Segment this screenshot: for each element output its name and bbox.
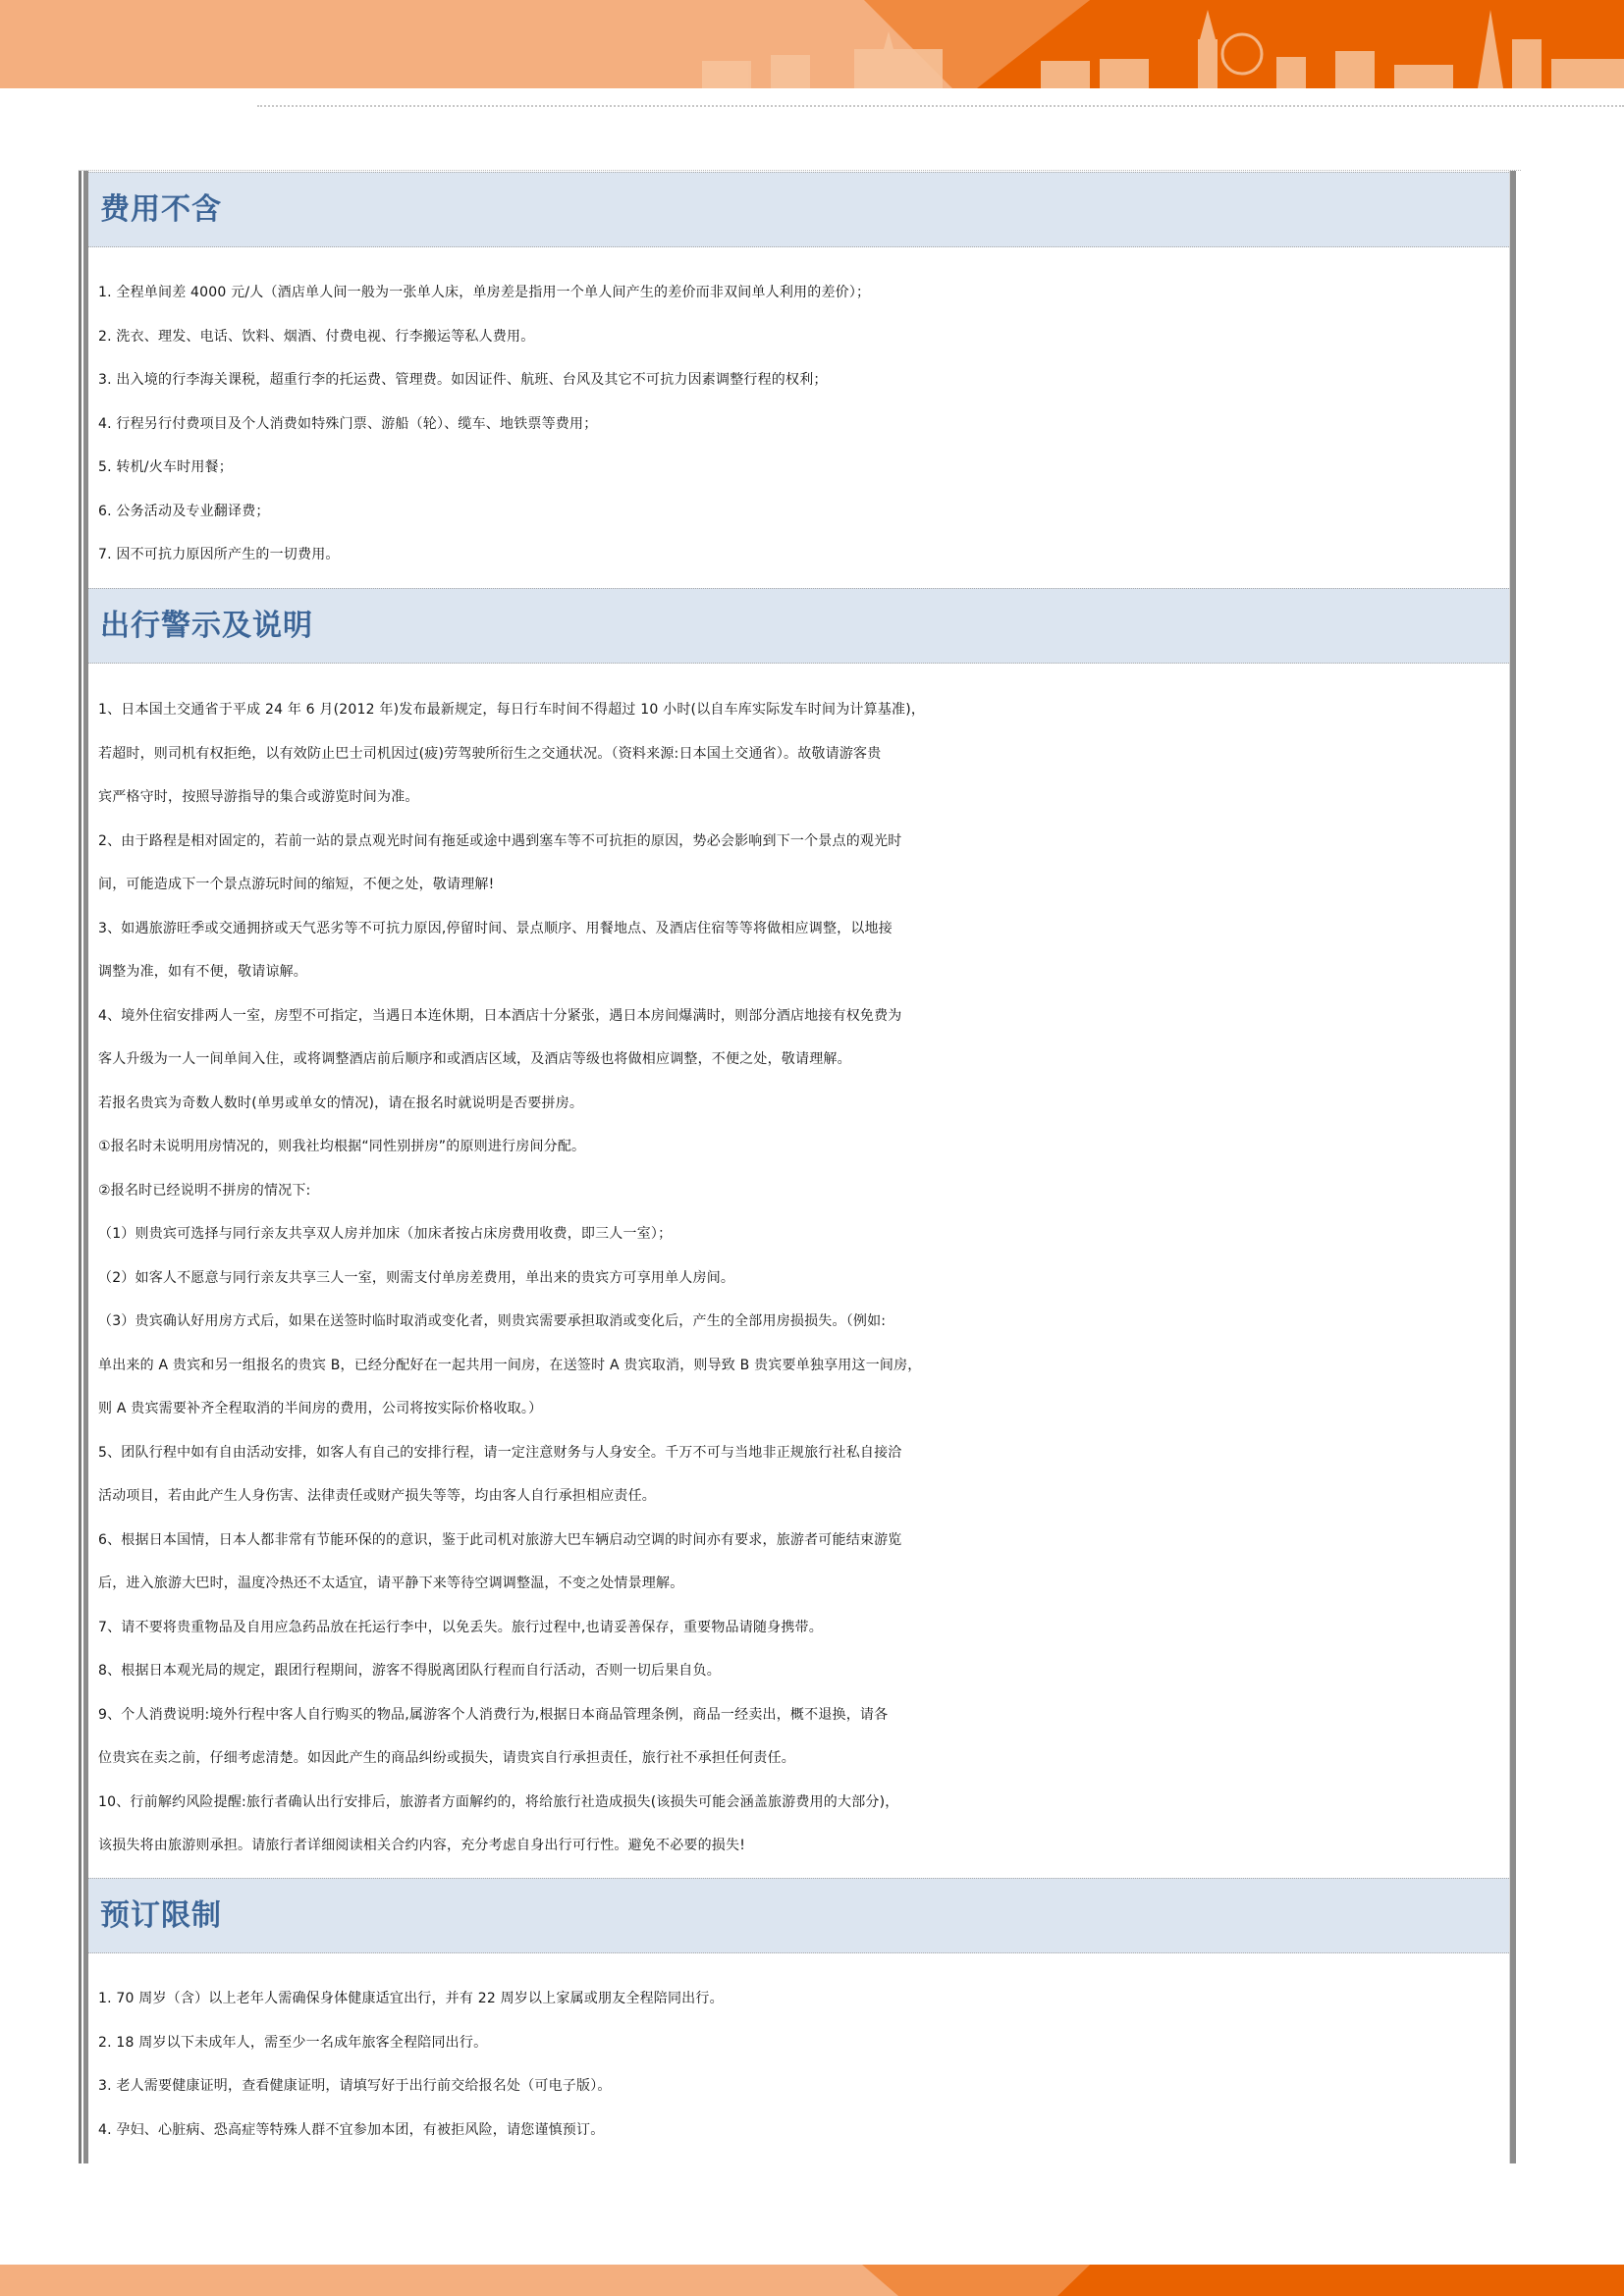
list-item: 若超时，则司机有权拒绝，以有效防止巴士司机因过(疲)劳驾驶所衍生之交通状况。（资料来源:日本国土交通省）。故敬请游客贵 [98, 745, 882, 762]
list-item: 1、日本国土交通省于平成 24 年 6 月(2012 年)发布最新规定，每日行车时间不得超过 10 小时(以自车库实际发车时间为计算基准)， [98, 702, 926, 718]
list-item: 4. 孕妇、心脏病、恐高症等特殊人群不宜参加本团，有被拒风险，请您谨慎预订。 [98, 2121, 605, 2138]
list-item: 6、根据日本国情，日本人都非常有节能环保的的意识，鉴于此司机对旅游大巴车辆启动空调的时间亦有要求，旅游者可能结束游览 [98, 1531, 902, 1548]
list-item: 宾严格守时，按照导游指导的集合或游览时间为准。 [98, 789, 419, 805]
section-body-fees-excluded [98, 271, 1502, 577]
header-dotted-rule [257, 105, 1624, 107]
list-item: （2）如客人不愿意与同行亲友共享三人一室，则需支付单房差费用，单出来的贵宾方可享用单人房间。 [98, 1269, 735, 1286]
list-item: 7、请不要将贵重物品及自用应急药品放在托运行李中，以免丢失。旅行过程中,也请妥善保存，重要物品请随身携带。 [98, 1619, 823, 1635]
list-item: 该损失将由旅游则承担。请旅行者详细阅读相关合约内容，充分考虑自身出行可行性。避免不必要的损失! [98, 1838, 746, 1853]
section-header-travel-warnings [88, 588, 1509, 664]
footer-banner-graphic [0, 2265, 1624, 2296]
list-item: 单出来的 A 贵宾和另一组报名的贵宾 B，已经分配好在一起共用一间房，在送签时 A 贵宾取消，则导致 B 贵宾要单独享用这一间房， [98, 1357, 922, 1373]
list-item: 则 A 贵宾需要补齐全程取消的半间房的费用，公司将按实际价格收取。） [98, 1401, 543, 1416]
list-item: 1. 全程单间差 4000 元/人（酒店单人间一般为一张单人床，单房差是指用一个单人间产生的差价而非双间单人利用的差价）； [98, 285, 871, 300]
section-header-fees-excluded [88, 172, 1509, 247]
list-item: 2. 18 周岁以下未成年人，需至少一名成年旅客全程陪同出行。 [98, 2034, 488, 2051]
section-title: 预订限制 [100, 1898, 222, 1933]
list-item: 3. 老人需要健康证明，查看健康证明，请填写好于出行前交给报名处（可电子版）。 [98, 2078, 612, 2094]
list-item: 后，进入旅游大巴时，温度冷热还不太适宜，请平静下来等待空调调整温，不变之处情景理解。 [98, 1575, 684, 1591]
list-item: 位贵宾在卖之前，仔细考虑清楚。如因此产生的商品纠纷或损失，请贵宾自行承担责任，旅行社不承担任何责任。 [98, 1750, 795, 1766]
section-body-travel-warnings [98, 688, 1502, 1868]
section-header-booking-restrictions [88, 1878, 1509, 1953]
list-item: 8、根据日本观光局的规定，跟团行程期间，游客不得脱离团队行程而自行活动，否则一切后果自负。 [98, 1663, 721, 1679]
list-item: （3）贵宾确认好用房方式后，如果在送签时临时取消或变化者，则贵宾需要承担取消或变化后，产生的全部用房损损失。（例如: [98, 1313, 887, 1329]
list-item: 9、个人消费说明:境外行程中客人自行购买的物品,属游客个人消费行为,根据日本商品管理条例，商品一经卖出，概不退换，请各 [98, 1706, 889, 1723]
list-item: 6. 公务活动及专业翻译费； [98, 503, 270, 519]
footer-dark-band [1057, 2265, 1624, 2296]
header-banner [0, 0, 1624, 88]
list-item: 3、如遇旅游旺季或交通拥挤或天气恶劣等不可抗力原因,停留时间、景点顺序、用餐地点、及酒店住宿等等将做相应调整，以地接 [98, 920, 893, 936]
list-item: 调整为准，如有不便，敬请谅解。 [98, 964, 307, 980]
list-item: 活动项目，若由此产生人身伤害、法律责任或财产损失等等，均由客人自行承担相应责任。 [98, 1488, 656, 1504]
section-title: 费用不含 [100, 192, 222, 227]
list-item: ①报名时未说明用房情况的，则我社均根据“同性别拼房”的原则进行房间分配。 [98, 1139, 586, 1154]
content-frame-right-border [1509, 171, 1516, 2163]
list-item: 客人升级为一人一间单间入住，或将调整酒店前后顺序和或酒店区域，及酒店等级也将做相应调整，不便之处，敬请理解。 [98, 1051, 851, 1067]
skyline-banner-graphic [0, 0, 1624, 88]
list-item: ②报名时已经说明不拼房的情况下: [98, 1182, 311, 1199]
list-item: 4、境外住宿安排两人一室，房型不可指定，当遇日本连休期，日本酒店十分紧张，遇日本房间爆满时，则部分酒店地接有权免费为 [98, 1007, 902, 1024]
footer-banner [0, 2265, 1624, 2296]
section-title: 出行警示及说明 [100, 609, 313, 643]
list-item: 2. 洗衣、理发、电话、饮料、烟酒、付费电视、行李搬运等私人费用。 [98, 328, 535, 345]
list-item: 4. 行程另行付费项目及个人消费如特殊门票、游船（轮）、缆车、地铁票等费用； [98, 415, 598, 432]
list-item: 若报名贵宾为奇数人数时(单男或单女的情况)，请在报名时就说明是否要拼房。 [98, 1095, 584, 1111]
list-item: 3. 出入境的行李海关课税，超重行李的托运费、管理费。如因证件、航班、台风及其它不可抗力因素调整行程的权利； [98, 372, 828, 388]
footer-mid-band [862, 2265, 1090, 2296]
list-item: 2、由于路程是相对固定的，若前一站的景点观光时间有拖延或途中遇到塞车等不可抗拒的原因，势必会影响到下一个景点的观光时 [98, 832, 902, 849]
list-item: 1. 70 周岁（含）以上老年人需确保身体健康适宜出行，并有 22 周岁以上家属或朋友全程陪同出行。 [98, 1991, 724, 2006]
section-body-booking-restrictions [98, 1977, 1502, 2152]
list-item: 10、行前解约风险提醒:旅行者确认出行安排后，旅游者方面解约的，将给旅行社造成损失(该损失可能会涵盖旅游费用的大部分)， [98, 1793, 899, 1810]
list-item: 5、团队行程中如有自由活动安排，如客人有自己的安排行程，请一定注意财务与人身安全。千万不可与当地非正规旅行社私自接洽 [98, 1444, 902, 1461]
list-item: （1）则贵宾可选择与同行亲友共享双人房并加床（加床者按占床房费用收费，即三人一室）； [98, 1226, 673, 1242]
list-item: 5. 转机/火车时用餐； [98, 459, 233, 475]
list-item: 7. 因不可抗力原因所产生的一切费用。 [98, 547, 340, 562]
content-frame [79, 170, 1521, 2163]
list-item: 间，可能造成下一个景点游玩时间的缩短，不便之处，敬请理解! [98, 877, 495, 892]
